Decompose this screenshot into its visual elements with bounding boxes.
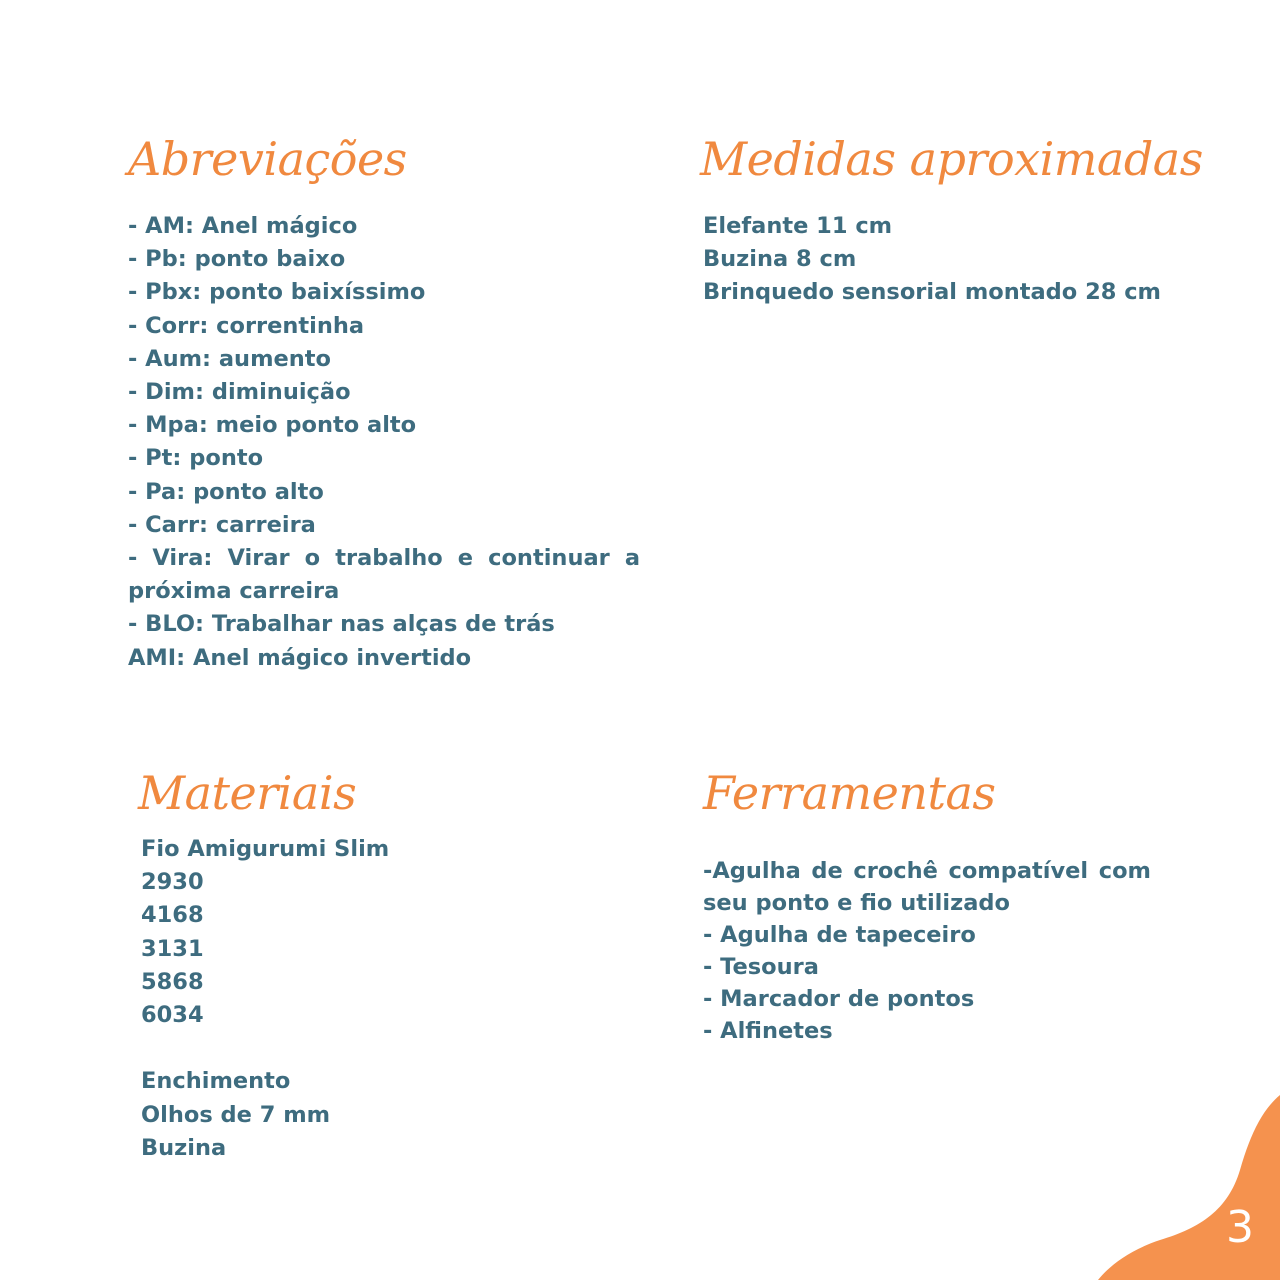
list-item: Buzina 8 cm [703,246,857,273]
list-item: Elefante 11 cm [703,213,893,239]
list-item: - Corr: correntinha [128,312,365,339]
list-item: Brinquedo sensorial montado 28 cm [703,279,1161,306]
list-item: - Pt: ponto [128,445,264,472]
ferramentas-list [703,855,1151,1047]
list-spacer [141,1032,541,1065]
list-item: - Carr: carreira [128,511,316,538]
list-item: - Pbx: ponto baixíssimo [128,279,426,306]
list-item: - Dim: diminuição [128,379,351,406]
list-item: - Mpa: meio ponto alto [128,412,417,439]
list-item: - Tesoura [703,954,819,980]
ferramentas-heading: Ferramentas [703,766,996,820]
list-item: Buzina [141,1134,227,1161]
medidas-heading: Medidas aproximadas [700,132,1203,186]
abreviacoes-heading: Abreviações [128,132,407,186]
materiais-list [141,833,541,1165]
list-item: 4168 [141,902,204,929]
list-item: 5868 [141,968,204,995]
list-item: - Pb: ponto baixo [128,246,346,273]
medidas-list [703,210,1223,310]
list-item: - Marcador de pontos [703,986,975,1012]
list-item: - Alfinetes [703,1018,833,1044]
list-item: Fio Amigurumi Slim [141,836,390,862]
page-number: 3 [1226,1202,1254,1253]
list-item: Enchimento [141,1068,291,1095]
list-item: 6034 [141,1002,204,1029]
list-item: - AM: Anel mágico [128,213,358,239]
list-item: Olhos de 7 mm [141,1101,331,1128]
list-item: - Aum: aumento [128,345,332,372]
list-item: 2930 [141,869,204,896]
list-item: AMI: Anel mágico invertido [128,644,472,671]
list-item: - Pa: ponto alto [128,478,324,505]
list-item: - Vira: Virar o trabalho e continuar a próxima carreira [128,545,640,605]
list-item: - Agulha de tapeceiro [703,922,976,948]
abreviacoes-list [128,210,640,675]
list-item: 3131 [141,935,204,962]
list-item: - BLO: Trabalhar nas alças de trás [128,611,555,638]
list-item: -Agulha de crochê compatível com seu ponto e fio utilizado [703,858,1151,916]
materiais-heading: Materiais [138,766,357,820]
